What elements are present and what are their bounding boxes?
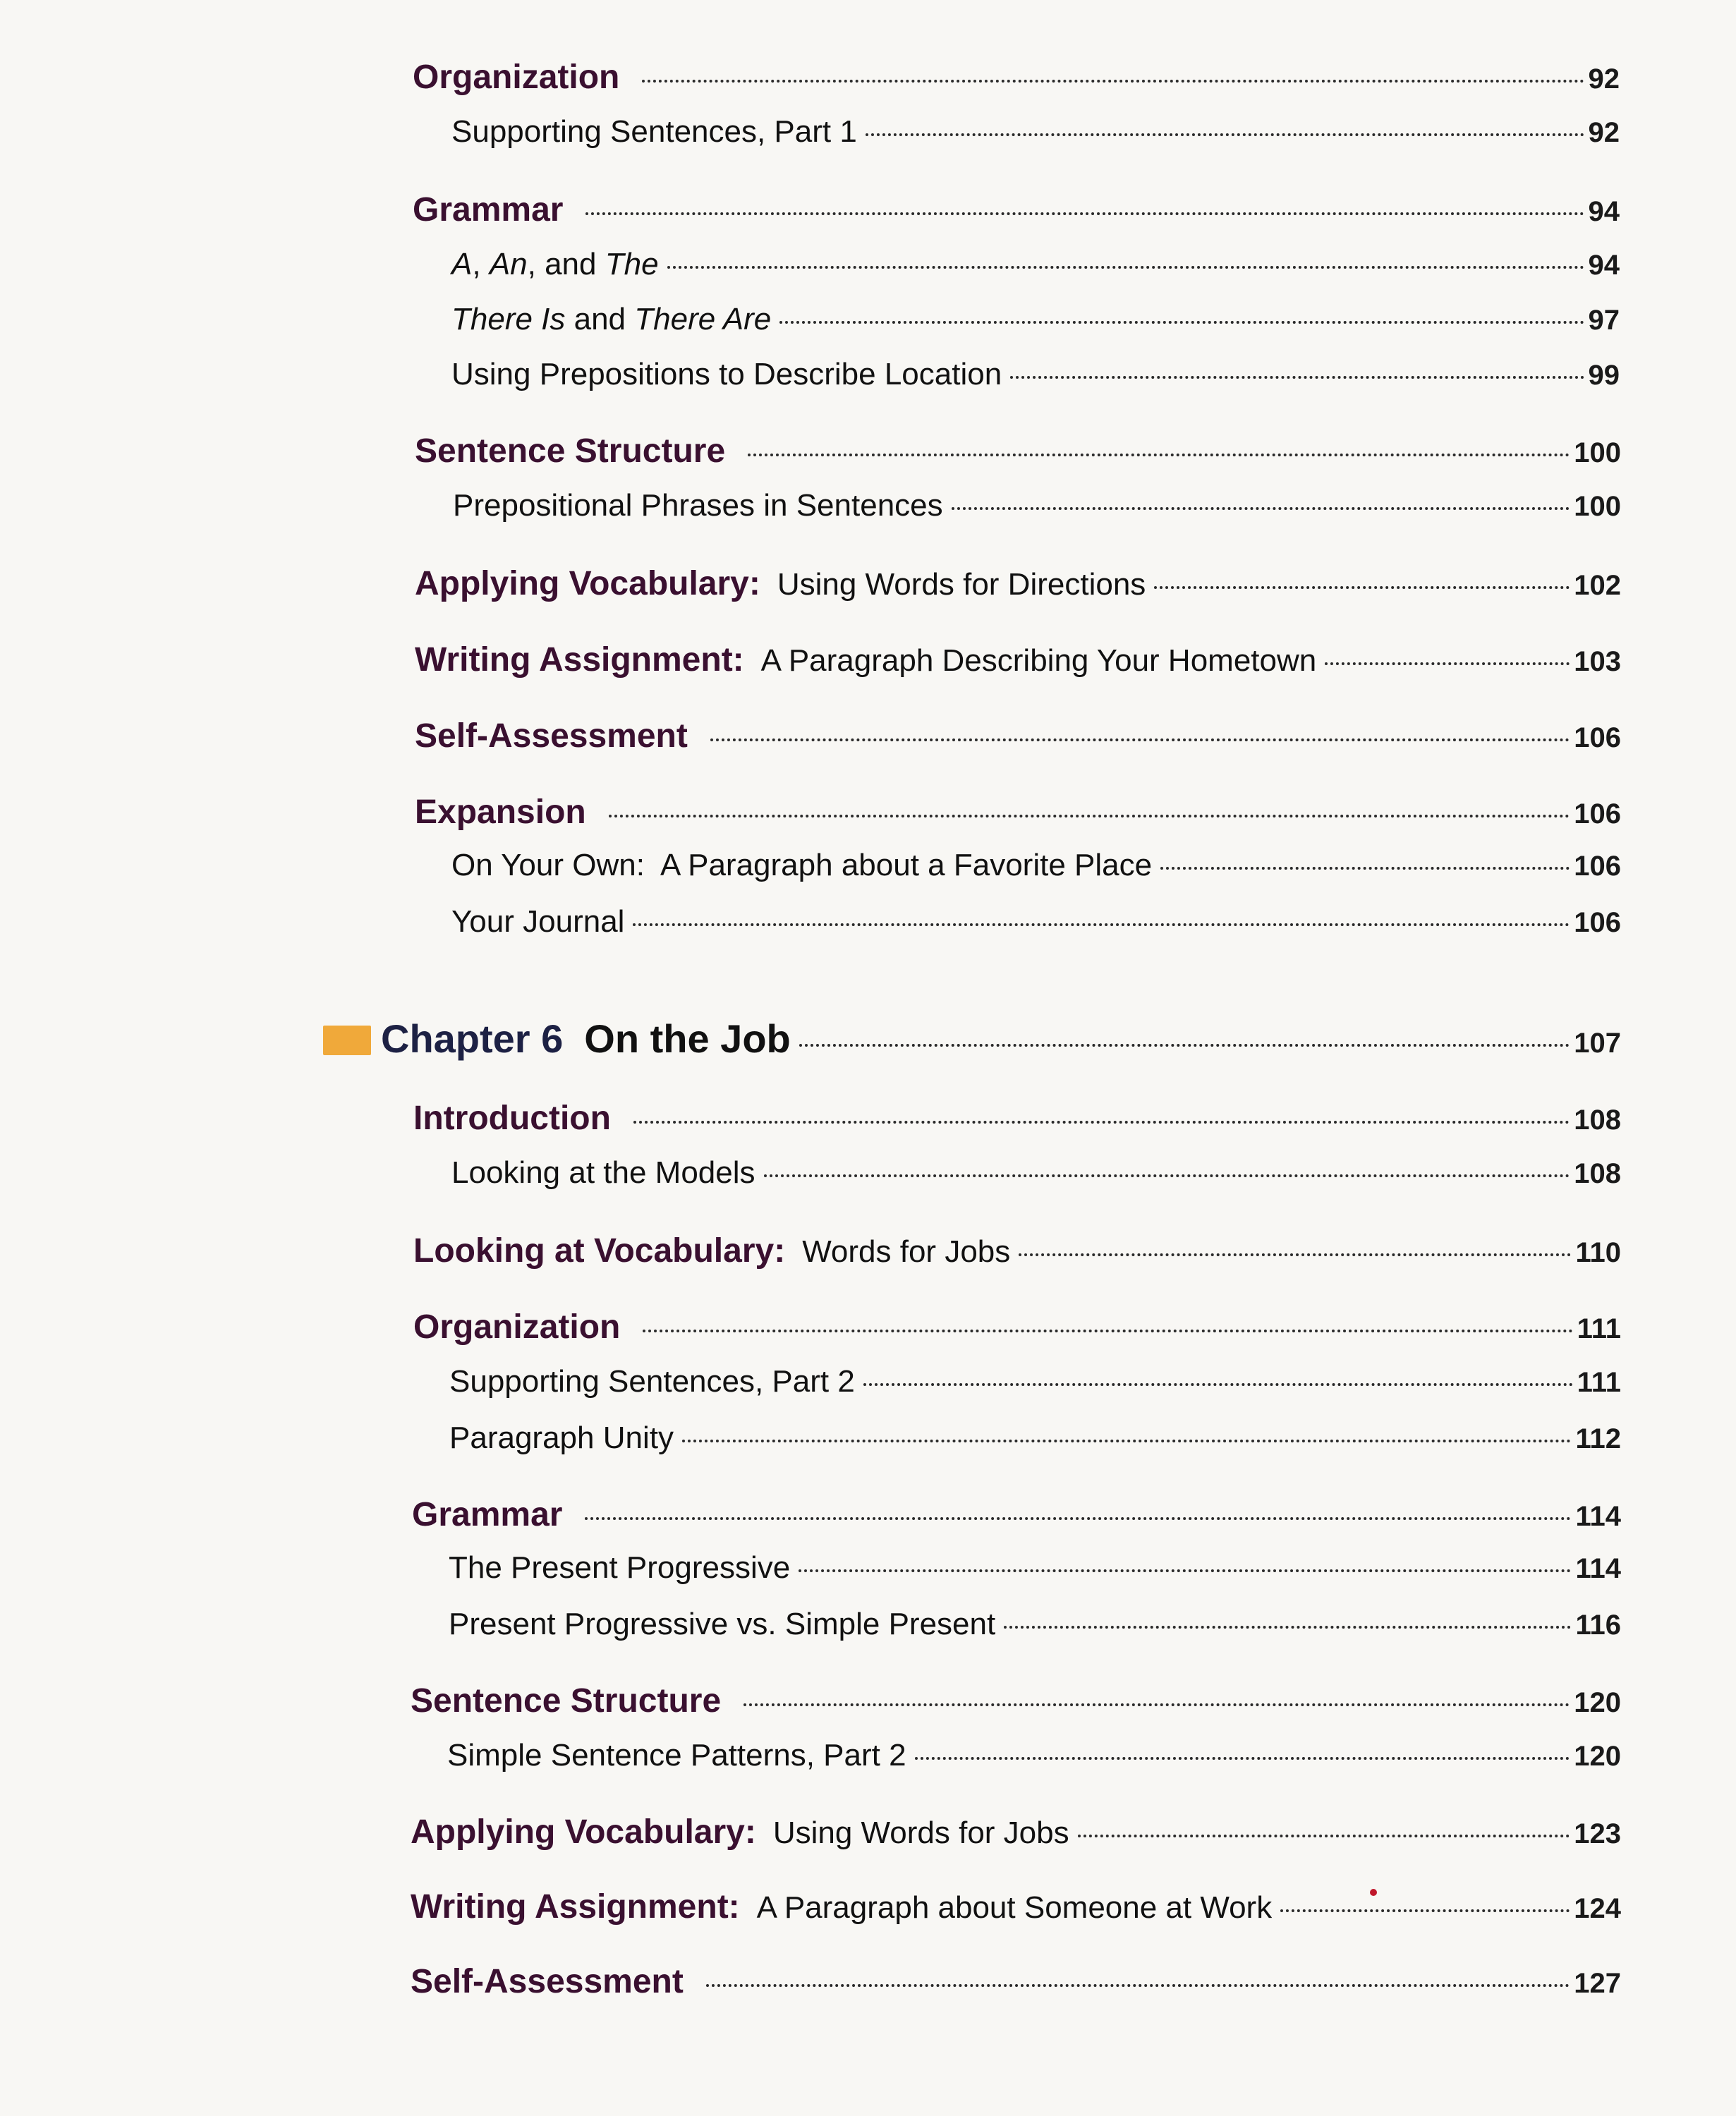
page-number: 92 xyxy=(1588,117,1620,148)
toc-heading xyxy=(0,717,1736,759)
dot-leader xyxy=(1280,1909,1570,1912)
toc-subentry-title: Using Prepositions to Describe Location xyxy=(451,357,1002,391)
toc-subentry-title: Supporting Sentences, Part 2 xyxy=(449,1364,855,1399)
dot-leader xyxy=(952,507,1570,510)
toc-subentry-title: Paragraph Unity xyxy=(449,1421,674,1455)
page-number: 110 xyxy=(1575,1237,1621,1268)
toc-subentry-title: Supporting Sentences, Part 1 xyxy=(451,114,857,149)
page-number: 102 xyxy=(1574,570,1621,601)
page-number: 114 xyxy=(1575,1553,1621,1584)
toc-subentry xyxy=(0,848,1736,890)
dot-leader xyxy=(633,1121,1570,1124)
toc-heading-title: Sentence Structure xyxy=(411,1682,722,1720)
toc-heading-detail: A Paragraph Describing Your Hometown xyxy=(760,643,1317,678)
dot-leader xyxy=(1325,662,1570,665)
toc-heading xyxy=(0,432,1736,474)
italic-term: A xyxy=(451,247,473,281)
page-number: 124 xyxy=(1574,1893,1621,1924)
page-number: 103 xyxy=(1574,646,1621,677)
toc-heading-title: Introduction xyxy=(413,1100,611,1137)
toc-subentry-title: Prepositional Phrases in Sentences xyxy=(453,488,943,523)
toc-heading xyxy=(0,58,1736,100)
italic-term: The xyxy=(605,247,659,281)
toc-heading xyxy=(0,564,1736,607)
italic-term: There Are xyxy=(634,302,772,336)
chapter-marker-icon xyxy=(323,1026,371,1055)
page-number: 127 xyxy=(1574,1968,1621,1999)
toc-heading xyxy=(0,1308,1736,1350)
page-number: 99 xyxy=(1588,360,1620,391)
dot-leader xyxy=(609,815,1570,817)
toc-subentry xyxy=(0,904,1736,947)
toc-subentry xyxy=(0,1738,1736,1780)
page-number: 106 xyxy=(1574,798,1621,829)
toc-heading-title: Self-Assessment xyxy=(415,717,688,755)
dot-leader xyxy=(743,1703,1570,1706)
toc-subentry-title: There Is and There Are xyxy=(451,302,772,336)
dot-leader xyxy=(1160,867,1570,870)
dot-leader xyxy=(585,1517,1571,1520)
toc-heading xyxy=(0,1495,1736,1538)
page-number: 123 xyxy=(1574,1818,1621,1849)
page-number: 97 xyxy=(1588,305,1620,336)
toc-heading-title: Self-Assessment xyxy=(411,1963,684,2000)
toc-subentry-title: A, An, and The xyxy=(451,247,659,281)
dot-leader xyxy=(915,1757,1570,1760)
dot-leader xyxy=(667,266,1584,269)
dot-leader xyxy=(642,80,1584,83)
page-number: 111 xyxy=(1577,1313,1621,1344)
toc-heading xyxy=(0,1232,1736,1274)
dot-leader xyxy=(706,1984,1570,1987)
page-number: 120 xyxy=(1574,1687,1621,1718)
toc-subentry-title: Looking at the Models xyxy=(451,1155,755,1190)
dot-leader xyxy=(585,212,1584,215)
page-number: 116 xyxy=(1575,1610,1621,1641)
page-number: 108 xyxy=(1574,1158,1621,1189)
dot-leader xyxy=(799,1044,1570,1047)
dot-leader xyxy=(1078,1835,1570,1837)
dot-leader xyxy=(863,1383,1573,1386)
toc-subentry-title: Simple Sentence Patterns, Part 2 xyxy=(447,1738,906,1773)
toc-subentry xyxy=(0,1607,1736,1649)
stray-ink-dot xyxy=(1370,1889,1377,1896)
toc-heading-title: Sentence Structure xyxy=(415,432,726,470)
toc-subentry-title: On Your Own: A Paragraph about a Favorite Place xyxy=(451,848,1153,882)
toc-heading-title: Grammar xyxy=(413,191,564,229)
toc-heading xyxy=(0,1682,1736,1724)
toc-heading-title: Expansion xyxy=(415,794,586,831)
dot-leader xyxy=(1004,1626,1571,1629)
page-number: 114 xyxy=(1575,1501,1621,1532)
toc-heading xyxy=(0,640,1736,683)
dot-leader xyxy=(643,1330,1572,1332)
toc-subentry xyxy=(0,302,1736,344)
dot-leader xyxy=(764,1174,1570,1177)
toc-subentry xyxy=(0,1421,1736,1463)
page-number: 106 xyxy=(1574,851,1621,882)
page-number: 92 xyxy=(1588,63,1620,95)
toc-heading xyxy=(0,190,1736,233)
toc-heading xyxy=(0,1099,1736,1141)
toc-heading-title: Grammar xyxy=(412,1496,563,1533)
page-number: 94 xyxy=(1588,196,1620,227)
page-number: 111 xyxy=(1577,1367,1621,1398)
dot-leader xyxy=(1019,1253,1571,1256)
toc-heading-title: Looking at Vocabulary: xyxy=(413,1232,786,1270)
toc-subentry xyxy=(0,114,1736,157)
toc-subentry-title: Present Progressive vs. Simple Present xyxy=(449,1607,996,1641)
dot-leader xyxy=(682,1440,1572,1442)
page-number: 106 xyxy=(1574,907,1621,938)
toc-subentry xyxy=(0,247,1736,289)
toc-subentry xyxy=(0,1550,1736,1593)
toc-heading-title: Organization xyxy=(413,1308,621,1346)
toc-heading-title: Writing Assignment: xyxy=(415,641,744,679)
toc-subentry xyxy=(0,1155,1736,1198)
toc-heading-detail: Words for Jobs xyxy=(802,1234,1011,1269)
toc-heading-detail: A Paragraph about Someone at Work xyxy=(756,1890,1273,1925)
italic-term: There Is xyxy=(451,302,566,336)
dot-leader xyxy=(748,454,1570,456)
chapter-title: On the Job xyxy=(584,1016,791,1061)
italic-term: An xyxy=(489,247,528,281)
dot-leader xyxy=(1154,586,1570,589)
toc-heading xyxy=(0,1813,1736,1855)
toc-heading-detail: Using Words for Jobs xyxy=(772,1816,1069,1850)
page-number: 120 xyxy=(1574,1741,1621,1772)
dot-leader xyxy=(710,738,1570,741)
dot-leader xyxy=(633,923,1570,926)
page-number: 106 xyxy=(1574,722,1621,753)
toc-chapter xyxy=(0,1016,1736,1065)
toc-heading-title: Writing Assignment: xyxy=(411,1888,740,1926)
page-number: 112 xyxy=(1575,1423,1621,1454)
toc-heading-title: Organization xyxy=(413,59,620,96)
toc-heading xyxy=(0,793,1736,835)
page-number: 100 xyxy=(1574,437,1621,468)
toc-heading xyxy=(0,1887,1736,1930)
toc-subentry-title: Your Journal xyxy=(451,904,625,939)
page-number: 107 xyxy=(1574,1028,1621,1059)
toc-subentry xyxy=(0,1364,1736,1406)
page-number: 100 xyxy=(1574,491,1621,522)
toc-subentry-title: The Present Progressive xyxy=(449,1550,791,1585)
page-number: 108 xyxy=(1574,1105,1621,1136)
dot-leader xyxy=(1010,376,1584,379)
dot-leader xyxy=(779,321,1584,324)
page-number: 94 xyxy=(1588,250,1620,281)
toc-subentry xyxy=(0,357,1736,399)
toc-heading xyxy=(0,1962,1736,2005)
toc-subentry xyxy=(0,488,1736,530)
chapter-number: Chapter 6 xyxy=(381,1016,564,1061)
toc-heading-detail: Using Words for Directions xyxy=(777,567,1146,602)
toc-heading-title: Applying Vocabulary: xyxy=(415,565,760,602)
toc-heading-title: Applying Vocabulary: xyxy=(411,1813,756,1851)
dot-leader xyxy=(799,1569,1571,1572)
dot-leader xyxy=(866,133,1584,136)
